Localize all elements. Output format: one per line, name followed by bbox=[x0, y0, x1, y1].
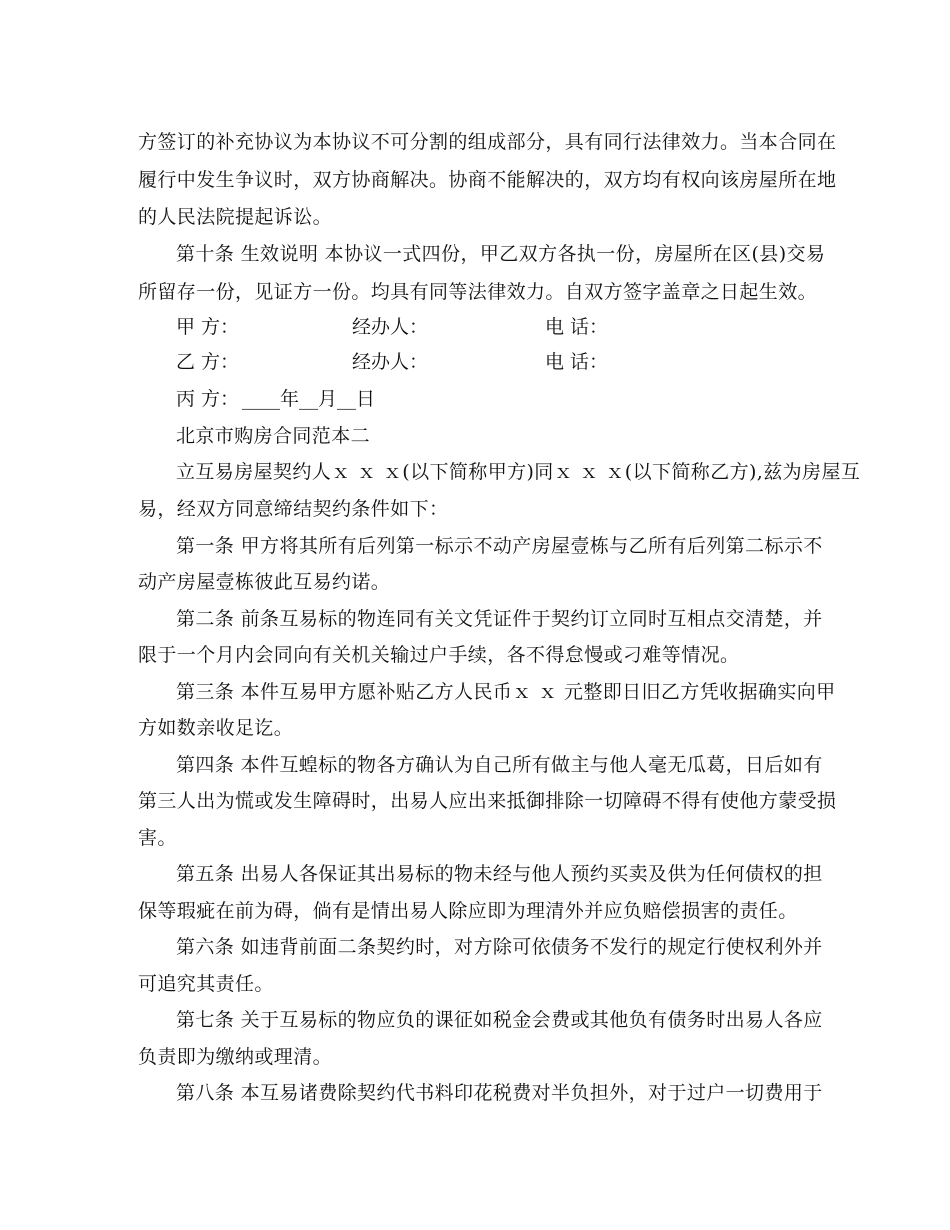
party-a-label: 甲 方： bbox=[176, 316, 240, 338]
paragraph-line: 限于一个月内会同向有关机关输过户手续，各不得怠慢或刁难等情况。 bbox=[138, 644, 740, 666]
paragraph-line: 履行中发生争议时，双方协商解决。协商不能解决的，双方均有权向该房屋所在地 bbox=[138, 169, 837, 191]
paragraph-line: 可追究其责任。 bbox=[138, 973, 274, 995]
paragraph-line: 易，经双方同意缔结契约条件如下： bbox=[138, 498, 449, 520]
paragraph-line: 负责即为缴纳或理清。 bbox=[138, 1046, 333, 1068]
paragraph-line: 第三条 本件互易甲方愿补贴乙方人民币ｘ ｘ 元整即日旧乙方凭收据确实向甲 bbox=[176, 681, 836, 703]
paragraph-line: 的人民法院提起诉讼。 bbox=[138, 206, 333, 228]
paragraph-line: 动产房屋壹栋彼此互易约诺。 bbox=[138, 571, 391, 593]
paragraph-line: 第七条 关于互易标的物应负的课征如税金会费或其他负有债务时出易人各应 bbox=[176, 1009, 823, 1031]
section-title: 北京市购房合同范本二 bbox=[176, 425, 371, 447]
paragraph-line: 第三人出为慌或发生障碍时，出易人应出来抵御排除一切障碍不得有使他方蒙受损 bbox=[138, 790, 837, 812]
paragraph-line: 第四条 本件互蝗标的物各方确认为自己所有做主与他人毫无瓜葛，日后如有 bbox=[176, 754, 823, 776]
agent-label: 经办人： bbox=[352, 316, 429, 338]
paragraph-line: 第一条 甲方将其所有后列第一标示不动产房屋壹栋与乙所有后列第二标示不 bbox=[176, 535, 823, 557]
paragraph-line: 第六条 如违背前面二条契约时，对方除可依债务不发行的规定行使权利外并 bbox=[176, 936, 823, 958]
date-field: ____年__月__日 bbox=[242, 388, 376, 410]
paragraph-line: 害。 bbox=[138, 827, 177, 849]
paragraph-line: 所留存一份，见证方一份。均具有同等法律效力。自双方签字盖章之日起生效。 bbox=[138, 281, 818, 303]
paragraph-line: 第五条 出易人各保证其出易标的物未经与他人预约买卖及供为任何债权的担 bbox=[176, 863, 823, 885]
paragraph-line: 第十条 生效说明 本协议一式四份，甲乙双方各执一份，房屋所在区(县)交易 bbox=[176, 243, 826, 265]
phone-label: 电 话： bbox=[545, 351, 609, 373]
paragraph-line: 保等瑕疵在前为碍，倘有是情出易人除应即为理清外并应负赔偿损害的责任。 bbox=[138, 900, 798, 922]
paragraph-line: 方如数亲收足讫。 bbox=[138, 717, 294, 739]
phone-label: 电 话： bbox=[545, 316, 609, 338]
party-b-label: 乙 方： bbox=[176, 351, 240, 373]
agent-label: 经办人： bbox=[352, 351, 429, 373]
paragraph-line: 第二条 前条互易标的物连同有关文凭证件于契约订立同时互相点交清楚，并 bbox=[176, 608, 823, 630]
paragraph-line: 立互易房屋契约人ｘ ｘ ｘ(以下简称甲方)同ｘ ｘ ｘ(以下简称乙方),兹为房屋互 bbox=[176, 461, 861, 483]
party-c-label: 丙 方： bbox=[176, 388, 240, 410]
paragraph-line: 方签订的补充协议为本协议不可分割的组成部分，具有同行法律效力。当本合同在 bbox=[138, 131, 837, 153]
paragraph-line: 第八条 本互易诸费除契约代书料印花税费对半负担外，对于过户一切费用于 bbox=[176, 1082, 823, 1104]
